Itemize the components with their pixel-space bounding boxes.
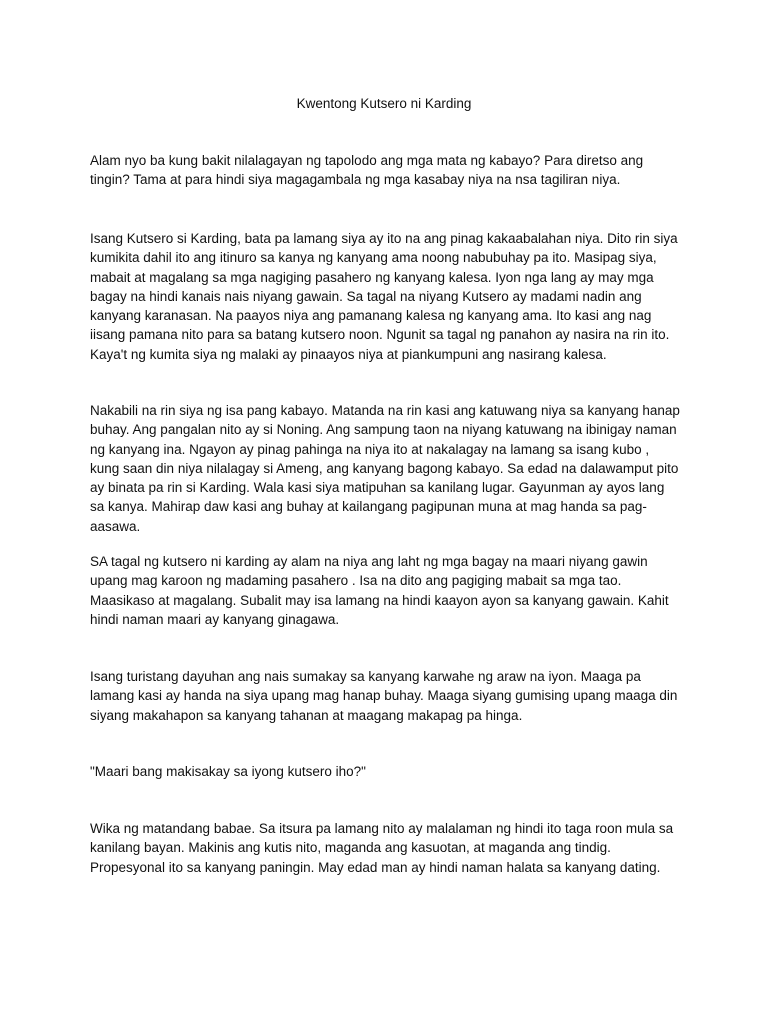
paragraph-5: Isang turistang dayuhan ang nais sumakay sa kanyang karwahe ng araw na iyon. Maaga pa lamang kasi ay handa na siya upang mag hanap buhay. Maaga siyang gumising upang maaga din siyang makahapon sa kanyang tahanan at maagang makapag pa hinga. [90,669,678,723]
paragraph-6: "Maari bang makisakay sa iyong kutsero iho?" [90,764,366,779]
paragraph-1: Alam nyo ba kung bakit nilalagayan ng tapolodo ang mga mata ng kabayo? Para diretso ang tingin? Tama at para hindi siya magagambala ng mga kasabay niya na nsa tagiliran niya. [90,153,644,188]
paragraph-3: Nakabili na rin siya ng isa pang kabayo. Matanda na rin kasi ang katuwang niya sa kanyang hanap buhay. Ang pangalan nito ay si Noning. Ang sampung taon na niyang katuwang na ibinigay naman ng kanyang ina. Ngayon ay pinag pahinga na niya ito at nakalagay na lamang sa isang kubo , kung saan din niya nilalagay si Ameng, ang kanyang bagong kabayo. Sa edad na dalawamput pito ay binata pa rin si Karding. Wala kasi siya matipuhan sa kanilang lugar. Gayunman ay ayos lang sa kanya. Mahirap daw kasi ang buhay at kailangang pagipunan muna at mag handa sa pag-aasawa. [90,403,680,534]
paragraph-2: Isang Kutsero si Karding, bata pa lamang siya ay ito na ang pinag kakaabalahan niya. Dito rin siya kumikita dahil ito ang itinuro sa kanya ng kanyang ama noong nabubuhay pa ito. Masipag siya, mabait at magalang sa mga nagiging pasahero ng kanyang kalesa. Iyon nga lang ay may mga bagay na hindi kanais nais niyang gawain. Sa tagal na niyang Kutsero ay madami nadin ang kanyang karanasan. Na paayos niya ang pamanang kalesa ng kanyang ama. Ito kasi ang nag iisang pamana nito para sa batang kutsero noon. Ngunit sa tagal ng panahon ay nasira na rin ito. Kaya't ng kumita siya ng malaki ay pinaayos niya at piankumpuni ang nasirang kalesa. [90,231,678,362]
paragraph-7: Wika ng matandang babae. Sa itsura pa lamang nito ay malalaman ng hindi ito taga roon mula sa kanilang bayan. Makinis ang kutis nito, maganda ang kasuotan, at maganda ang tindig. Propesyonal ito sa kanyang paningin. May edad man ay hindi naman halata sa kanyang dating. [90,821,674,875]
paragraph-4: SA tagal ng kutsero ni karding ay alam na niya ang laht ng mga bagay na maari niyang gawin upang mag karoon ng madaming pasahero . Isa na dito ang pagiging mabait sa mga tao. Maasikaso at magalang. Subalit may isa lamang na hindi kaayon ayon sa kanyang gawain. Kahit hindi naman maari ay kanyang ginagawa. [90,554,669,627]
document-title: Kwentong Kutsero ni Karding [296,96,472,111]
